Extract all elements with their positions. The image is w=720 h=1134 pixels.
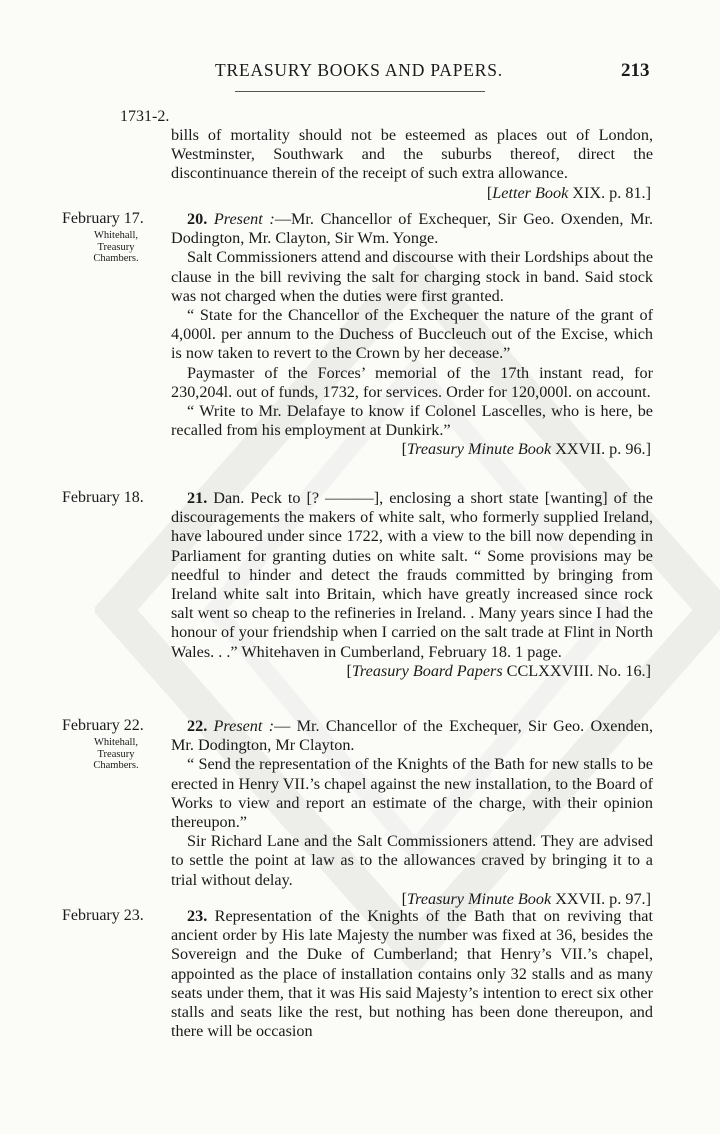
intro-text: bills of mortality should not be esteemed as places out of London, Westminster, Southwark and the suburbs thereof, direct the discontinuance therein of the receipt of such extra allowance. xyxy=(171,126,653,183)
margin-year: 1731-2. xyxy=(120,108,170,125)
entry-date: February 17. xyxy=(62,210,144,227)
entry-22 xyxy=(171,717,653,909)
entry-paragraph: “ Send the representation of the Knights of the Bath for new stalls to be erected in Henry VII.’s chapel against the new installation, to the Board of Works to view and report an estimate of the charge, with their opinion thereupon.” xyxy=(171,755,653,832)
entry-lead: 21. Dan. Peck to [? ———], enclosing a short state [wanting] of the discouragements the makers of white salt, who formerly supplied Ireland, have laboured under since 1722, with a view to the bill now depending in Parliament for granting duties on white salt. “ Some provisions may be needful to hinder and detect the frauds committed by bringing from Ireland white salt into Britain, which have greatly increased since rock salt went so cheap to the refineries in Ireland. . Many years since I had the honour of your friendship when I carried on the salt trade at Flint in North Wales. . .” Whitehaven in Cumberland, February 18. 1 page. xyxy=(171,489,653,661)
entry-citation: [Treasury Minute Book XXVII. p. 97.] xyxy=(401,889,651,908)
entry-number: 22. xyxy=(187,717,208,735)
entry-place: Whitehall, Treasury Chambers. xyxy=(93,737,139,771)
citation-title: Treasury Board Papers xyxy=(351,661,503,680)
citation-title: Letter Book xyxy=(492,183,569,202)
running-head-title: TREASURY BOOKS AND PAPERS. xyxy=(215,60,503,80)
entry-lead: 23. Representation of the Knights of the Bath that on reviving that ancient order by His late Majesty the number was fixed at 36, besides the Sovereign and the Duke of Cumberland; that Henry’s VII.’s chapel, appointed as the place of installation contains only 32 stalls and as many seats under them, that it was His said Majesty’s intention to erect six other stalls and seats like the rest, but nothing has been done thereupon, and there will be occasion xyxy=(171,907,653,1041)
entry-number: 21. xyxy=(187,489,208,507)
present-label: Present : xyxy=(213,717,275,735)
intro-citation: [Letter Book XIX. p. 81.] xyxy=(486,183,651,202)
entry-paragraph: Paymaster of the Forces’ memorial of the 17th instant read, for 230,204l. out of funds, 1732, for services. Order for 120,000l. on account. xyxy=(171,363,653,401)
entry-citation: [Treasury Minute Book XXVII. p. 96.] xyxy=(401,440,651,459)
entry-paragraph: Sir Richard Lane and the Salt Commissioners attend. They are advised to settle the point at law as to the allowances craved by bringing it to a trial without delay. xyxy=(171,832,653,889)
running-head xyxy=(0,60,720,90)
entry-20 xyxy=(171,210,653,460)
entry-number: 20. xyxy=(187,210,208,228)
entry-paragraph: “ State for the Chancellor of the Exchequer the nature of the grant of 4,000l. per annum to the Duchess of Buccleuch out of the Excise, which is now taken to revert to the Crown by her decease.” xyxy=(171,306,653,363)
header-rule xyxy=(235,91,485,92)
entry-date: February 18. xyxy=(62,489,144,506)
entry-paragraph: Salt Commissioners attend and discourse with their Lordships about the clause in the bill reviving the salt for charging stock in band. Said stock was not charged when the duties were first granted. xyxy=(171,248,653,305)
entry-21 xyxy=(171,489,653,681)
entry-number: 23. xyxy=(187,907,208,925)
intro-block xyxy=(171,126,653,203)
page-number: 213 xyxy=(621,60,650,81)
entry-paragraph: “ Write to Mr. Delafaye to know if Colonel Lascelles, who is here, be recalled from his employment at Dunkirk.” xyxy=(171,402,653,440)
citation-title: Treasury Minute Book xyxy=(407,440,552,459)
entry-date: February 23. xyxy=(62,907,144,924)
entry-lead: 20. Present :—Mr. Chancellor of Exchequer, Sir Geo. Oxenden, Mr. Dodington, Mr. Clayton, Sir Wm. Yonge. xyxy=(171,210,654,248)
entry-date: February 22. xyxy=(62,717,144,734)
entry-place: Whitehall, Treasury Chambers. xyxy=(93,230,139,264)
citation-title: Treasury Minute Book xyxy=(407,889,552,908)
entry-citation: [Treasury Board Papers CCLXXVIII. No. 16.] xyxy=(346,661,651,680)
entry-23 xyxy=(171,907,653,1041)
present-label: Present : xyxy=(213,210,275,228)
entry-lead: 22. Present :— Mr. Chancellor of the Exchequer, Sir Geo. Oxenden, Mr. Dodington, Mr Clayton. xyxy=(171,717,653,755)
